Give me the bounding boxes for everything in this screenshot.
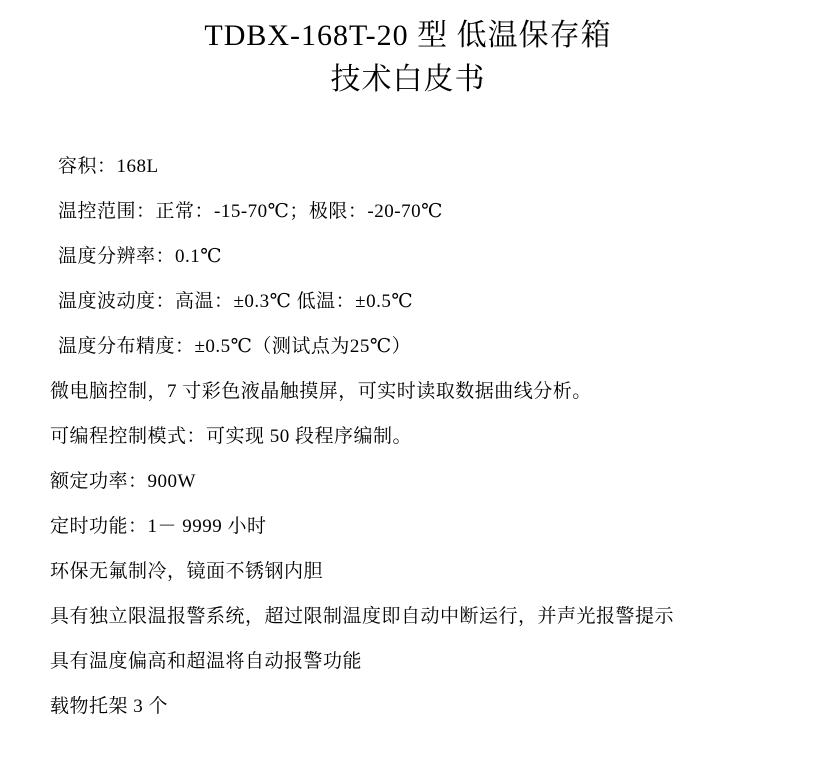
spec-item-temperature-fluctuation: 温度波动度：高温：±0.3℃ 低温：±0.5℃	[58, 291, 414, 312]
spec-item-alarm-system: 具有独立限温报警系统，超过限制温度即自动中断运行，并声光报警提示	[50, 606, 675, 627]
spec-item-refrigeration: 环保无氟制冷，镜面不锈钢内胆	[50, 561, 324, 582]
spec-item-controller: 微电脑控制，7 寸彩色液晶触摸屏，可实时读取数据曲线分析。	[50, 381, 592, 402]
spec-item-temperature-range: 温控范围：正常：-15-70℃；极限：-20-70℃	[58, 201, 443, 222]
spec-item-shelves: 载物托架 3 个	[50, 696, 169, 717]
document-title	[40, 14, 776, 102]
spec-item-rated-power: 额定功率：900W	[50, 471, 196, 492]
spec-item-temperature-distribution: 温度分布精度：±0.5℃（测试点为25℃）	[58, 336, 412, 357]
title-line-2: 技术白皮书	[330, 63, 486, 96]
spec-item-programmable-mode: 可编程控制模式：可实现 50 段程序编制。	[50, 426, 413, 447]
spec-list	[40, 144, 776, 729]
spec-item-temperature-resolution: 温度分辨率：0.1℃	[58, 246, 223, 267]
spec-item-volume: 容积：168L	[58, 156, 159, 177]
spec-item-timer: 定时功能：1－ 9999 小时	[50, 516, 267, 537]
spec-item-over-temperature-alarm: 具有温度偏高和超温将自动报警功能	[50, 651, 363, 672]
title-line-1: TDBX-168T-20 型 低温保存箱	[204, 19, 612, 52]
